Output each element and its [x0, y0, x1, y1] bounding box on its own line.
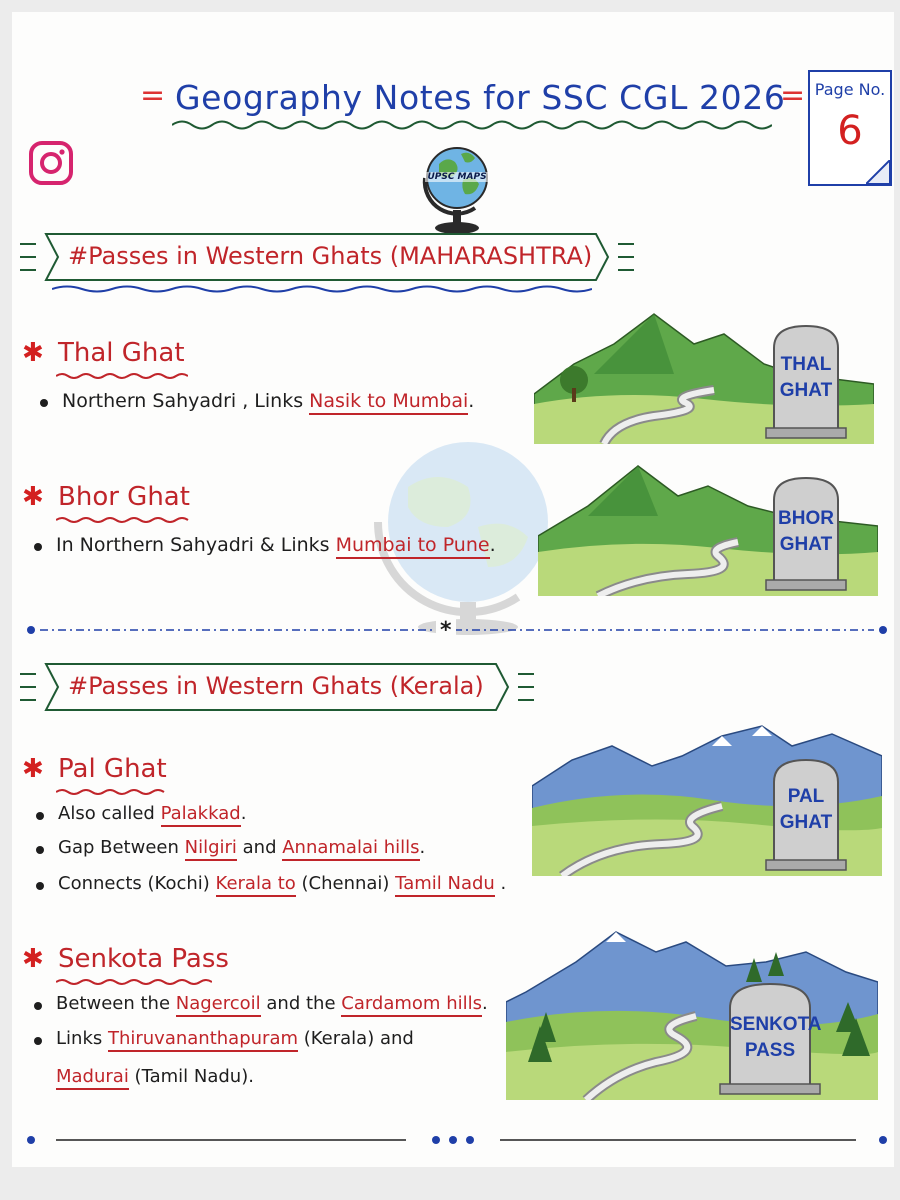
notes-page	[12, 12, 894, 1167]
star-marker: ✱	[22, 754, 44, 784]
bullet-dot	[36, 812, 44, 820]
bullet-plain: and the	[260, 993, 342, 1014]
bullet-plain: and	[236, 837, 283, 858]
globe-icon	[417, 140, 497, 240]
heading-underline	[56, 372, 188, 380]
logo-text: UPSC MAPS	[425, 172, 489, 182]
sign-line: SENKOTA	[730, 1014, 822, 1035]
sign-thal-ghat	[774, 352, 838, 404]
sign-line: BHOR	[778, 508, 834, 529]
bullet-plain: .	[481, 993, 488, 1014]
sign-line: GHAT	[779, 534, 833, 555]
bullet-plain: Between the	[56, 993, 176, 1014]
page-number-box	[808, 70, 892, 186]
footer-divider	[26, 1132, 888, 1148]
bullet-text	[56, 1028, 414, 1049]
section-banner-kerala	[16, 660, 556, 714]
heading-underline	[56, 978, 212, 986]
bullet-plain: (Tamil Nadu).	[128, 1066, 254, 1087]
bullet-highlight: Annamalai hills	[282, 837, 419, 861]
sign-pal-ghat	[774, 784, 838, 836]
title-deco-right: =	[780, 78, 806, 113]
bullet-highlight: Nilgiri	[185, 837, 237, 861]
bullet-highlight: Mumbai to Pune	[336, 534, 490, 559]
sign-line: PAL	[787, 786, 825, 807]
globe-logo	[417, 140, 497, 240]
title-underline	[172, 118, 772, 132]
bullet-dot	[36, 882, 44, 890]
instagram-icon[interactable]	[28, 140, 74, 186]
page-number: 6	[837, 108, 863, 154]
heading-thal-ghat: Thal Ghat	[58, 338, 185, 368]
bullet-dot	[34, 1037, 42, 1045]
page-fold-icon	[866, 160, 890, 184]
bullet-text	[56, 534, 496, 556]
section-divider	[26, 622, 888, 638]
heading-underline	[56, 516, 194, 524]
sign-bhor-ghat	[774, 506, 838, 558]
bullet-dot	[34, 1002, 42, 1010]
bullet-text	[58, 837, 425, 858]
bullet-highlight: Nagercoil	[176, 993, 261, 1017]
sign-line: GHAT	[779, 380, 833, 401]
bullet-highlight: Madurai	[56, 1066, 129, 1090]
bullet-plain: Links	[56, 1028, 108, 1049]
bullet-plain: Connects (Kochi)	[58, 873, 216, 894]
bullet-highlight: Kerala to	[216, 873, 296, 897]
bullet-continuation	[56, 1066, 254, 1087]
bullet-dot	[36, 846, 44, 854]
bullet-dot	[40, 399, 48, 407]
bullet-text	[56, 993, 488, 1014]
bullet-plain: Also called	[58, 803, 161, 824]
bullet-plain: .	[240, 803, 247, 824]
bullet-plain: Northern Sahyadri , Links	[62, 390, 310, 412]
bullet-plain: .	[494, 873, 507, 894]
section-banner-maharashtra	[16, 230, 656, 284]
bullet-text	[62, 390, 474, 412]
bullet-dot	[34, 543, 42, 551]
bullet-plain: .	[419, 837, 426, 858]
banner-underline	[52, 284, 592, 294]
bullet-plain: .	[468, 390, 475, 412]
bullet-text	[58, 873, 506, 894]
heading-bhor-ghat: Bhor Ghat	[58, 482, 190, 512]
sign-line: THAL	[780, 354, 832, 375]
star-marker: ✱	[22, 338, 44, 368]
page-number-label: Page No.	[814, 80, 886, 99]
bullet-plain: .	[489, 534, 496, 556]
bullet-plain: (Chennai)	[295, 873, 396, 894]
star-marker: ✱	[22, 944, 44, 974]
heading-pal-ghat: Pal Ghat	[58, 754, 167, 784]
bullet-highlight: Nasik to Mumbai	[309, 390, 468, 415]
bullet-highlight: Tamil Nadu	[395, 873, 495, 897]
section-title: #Passes in Western Ghats (Kerala)	[68, 672, 484, 700]
bullet-highlight: Thiruvananthapuram	[108, 1028, 298, 1052]
sign-line: GHAT	[779, 812, 833, 833]
sign-line: PASS	[744, 1040, 796, 1061]
page-title: Geography Notes for SSC CGL 2026	[175, 78, 786, 117]
heading-senkota-pass: Senkota Pass	[58, 944, 229, 974]
bullet-plain: In Northern Sahyadri & Links	[56, 534, 336, 556]
bullet-highlight: Palakkad	[161, 803, 241, 827]
heading-underline	[56, 788, 168, 796]
pass-illustration-senkota-pass	[506, 922, 878, 1100]
bullet-text	[58, 803, 246, 824]
title-deco-left: =	[140, 78, 166, 113]
bullet-plain: Gap Between	[58, 837, 185, 858]
divider-star: *	[436, 618, 456, 643]
star-marker: ✱	[22, 482, 44, 512]
bullet-highlight: Cardamom hills	[341, 993, 482, 1017]
section-title: #Passes in Western Ghats (MAHARASHTRA)	[68, 242, 593, 270]
bullet-plain: (Kerala) and	[298, 1028, 414, 1049]
sign-senkota-pass	[730, 1012, 822, 1064]
